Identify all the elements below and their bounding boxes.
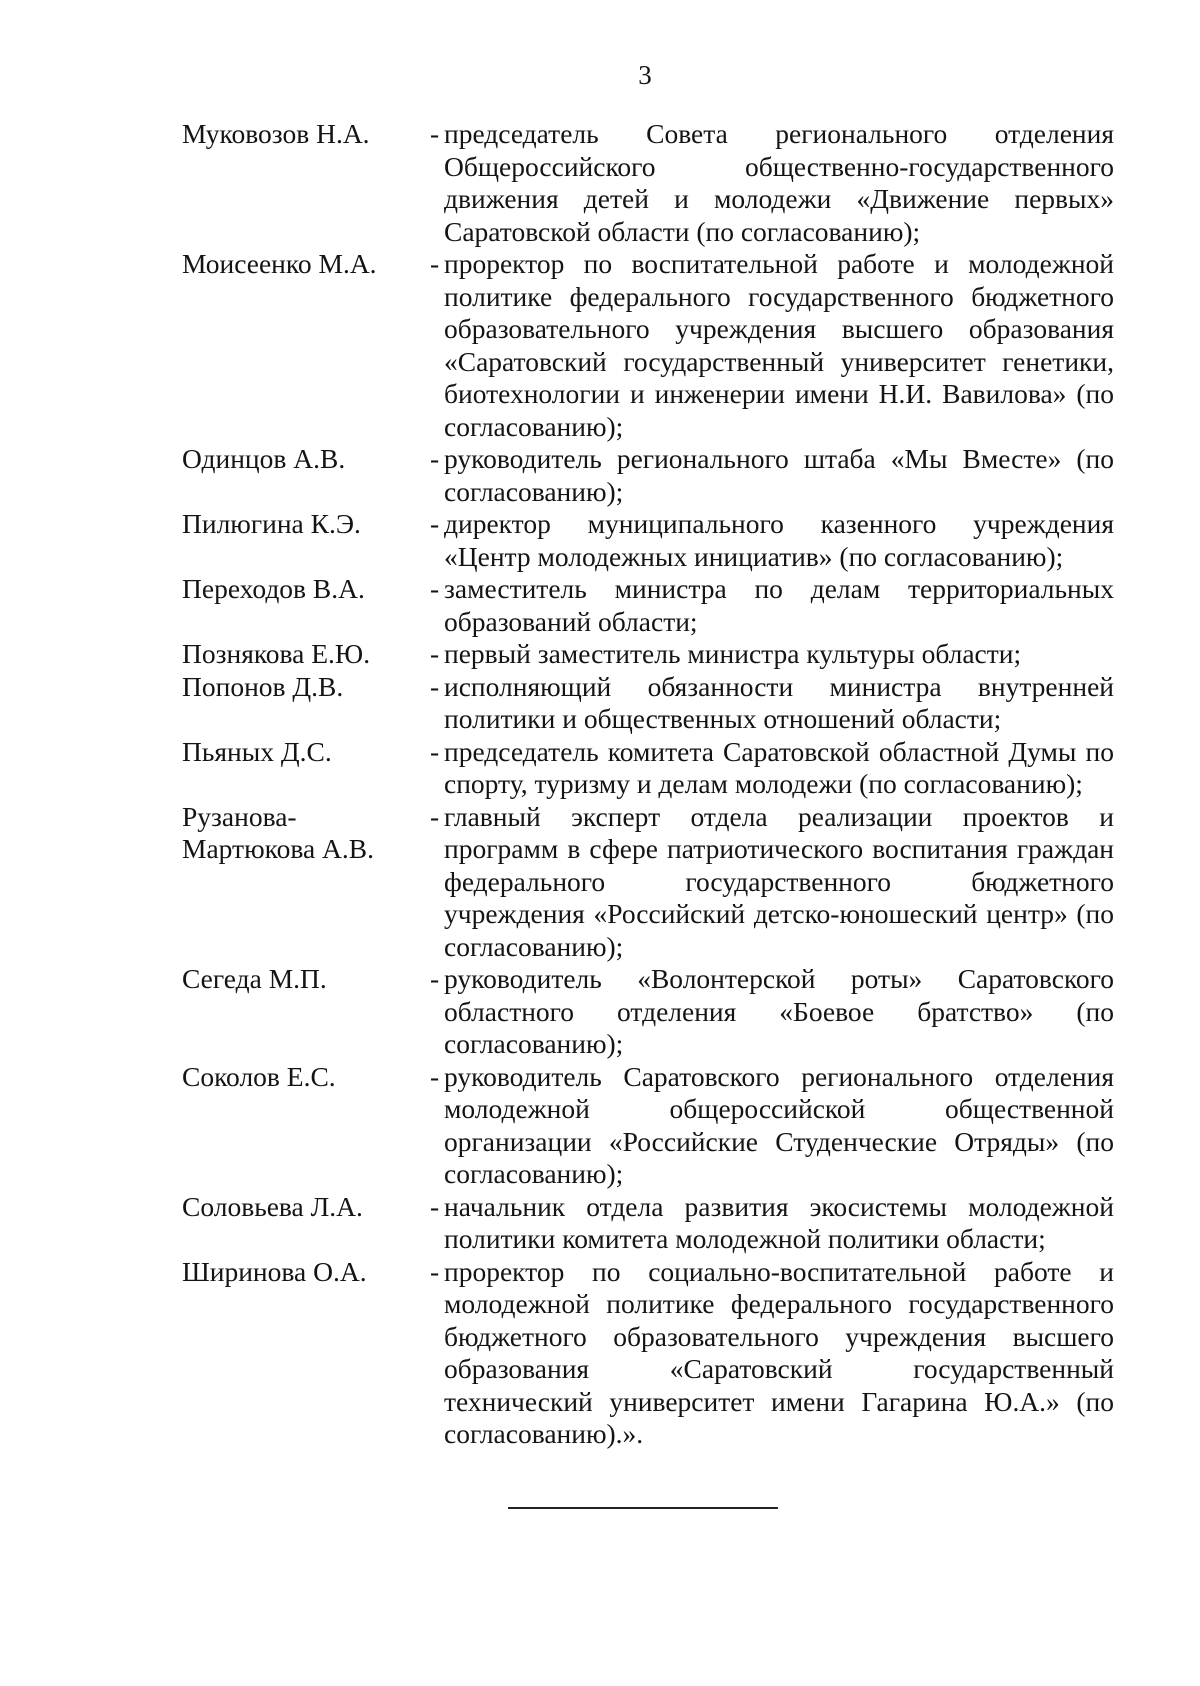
dash-separator: - [430, 638, 440, 669]
member-role: руководитель «Волонтерской роты» Саратовского областного отделения «Боевое братство» (по согласованию); [444, 963, 1114, 1059]
member-role: проректор по воспитательной работе и молодежной политике федерального государственного бюджетного образовательного учреждения высшего образования «Саратовский государственный университет генетики, биотехнологии и инженерии имени Н.И. Вавилова» (по согласованию); [444, 248, 1114, 442]
list-item [182, 118, 1114, 248]
list-item [182, 508, 1114, 573]
member-name: Познякова Е.Ю. [182, 638, 371, 669]
list-item [182, 1061, 1114, 1191]
dash-separator: - [430, 118, 440, 149]
member-name: Одинцов А.В. [182, 443, 346, 474]
member-name: Моисеенко М.А. [182, 248, 377, 279]
list-item [182, 671, 1114, 736]
list-item [182, 638, 1114, 671]
member-role: исполняющий обязанности министра внутренней политики и общественных отношений области; [444, 670, 1114, 734]
member-role: председатель Совета регионального отделения Общероссийского общественно-государственного движения детей и молодежи «Движение первых» Саратовской области (по согласованию); [444, 118, 1114, 247]
member-role: проректор по социально-воспитательной работе и молодежной политике федерального государственного бюджетного образовательного учреждения высшего образования «Саратовский государственный технический университет имени Гагарина Ю.А.» (по согласованию).». [444, 1255, 1114, 1449]
page-number: 3 [638, 60, 652, 90]
member-role: первый заместитель министра культуры области; [444, 638, 1022, 669]
member-role: директор муниципального казенного учреждения «Центр молодежных инициатив» (по согласованию); [444, 508, 1114, 572]
list-item [182, 1256, 1114, 1451]
member-name: Рузанова- Мартюкова А.В. [182, 800, 374, 864]
dash-separator: - [430, 443, 440, 474]
dash-separator: - [430, 800, 440, 832]
member-role: руководитель регионального штаба «Мы Вместе» (по согласованию); [444, 443, 1114, 507]
dash-separator: - [430, 735, 440, 767]
dash-separator: - [430, 1255, 440, 1287]
member-name: Попонов Д.В. [182, 670, 344, 702]
list-item [182, 443, 1114, 508]
member-name: Соколов Е.С. [182, 1060, 336, 1092]
member-role: руководитель Саратовского регионального отделения молодежной общероссийской общественной организации «Российские Студенческие Отряды» (по согласованию); [444, 1060, 1114, 1189]
member-name: Ширинова О.А. [182, 1255, 367, 1287]
closing-divider [508, 1507, 778, 1509]
member-name: Соловьева Л.А. [182, 1190, 363, 1222]
member-name: Пилюгина К.Э. [182, 508, 361, 539]
list-item [182, 801, 1114, 964]
dash-separator: - [430, 573, 440, 604]
member-role: начальник отдела развития экосистемы молодежной политики комитета молодежной политики области; [444, 1190, 1114, 1254]
member-name: Сегеда М.П. [182, 963, 327, 994]
list-item [182, 736, 1114, 801]
dash-separator: - [430, 508, 440, 539]
list-item [182, 573, 1114, 638]
list-item [182, 1191, 1114, 1256]
member-name: Пьяных Д.С. [182, 735, 332, 767]
dash-separator: - [430, 248, 440, 279]
list-item [182, 248, 1114, 443]
dash-separator: - [430, 1060, 440, 1092]
dash-separator: - [430, 670, 440, 702]
dash-separator: - [430, 1190, 440, 1222]
member-list [182, 118, 1114, 1451]
list-item [182, 963, 1114, 1061]
member-role: заместитель министра по делам территориальных образований области; [444, 573, 1114, 637]
member-role: главный эксперт отдела реализации проектов и программ в сфере патриотического воспитания граждан федерального государственного бюджетного учреждения «Российский детско-юношеский центр» (по согласованию); [444, 800, 1114, 962]
dash-separator: - [430, 963, 440, 994]
member-name: Муковозов Н.А. [182, 118, 370, 149]
member-role: председатель комитета Саратовской областной Думы по спорту, туризму и делам молодежи (по согласованию); [444, 735, 1114, 799]
member-name: Переходов В.А. [182, 573, 365, 604]
